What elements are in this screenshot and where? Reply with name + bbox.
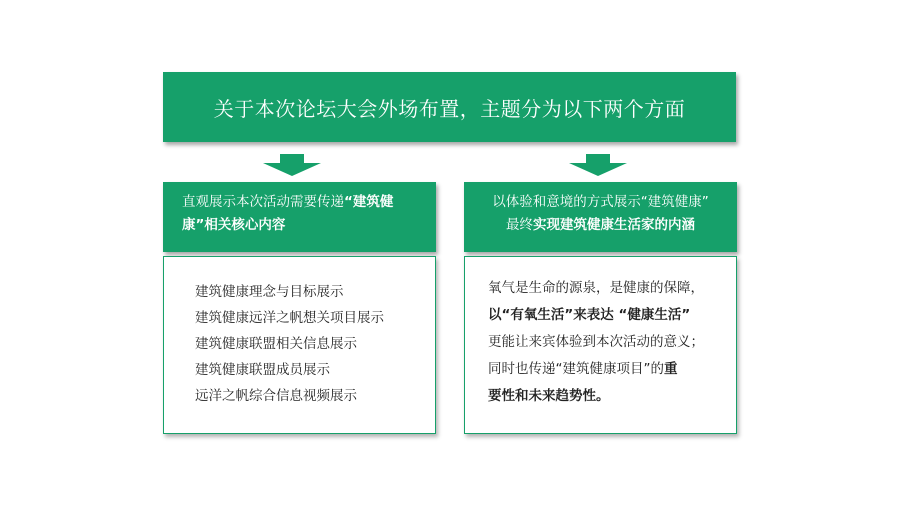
right-header-line-2 <box>472 214 729 237</box>
paragraph-line: 更能让来宾体验到本次活动的意义； <box>488 334 704 350</box>
title-banner <box>163 72 736 142</box>
left-header-bold-text: “建筑健 <box>344 194 394 210</box>
right-header-text: 最终 <box>506 217 533 233</box>
exhibit-list <box>195 279 384 409</box>
left-header-text: 直观展示本次活动需要传递 <box>182 194 344 210</box>
right-header-bold-text: 实现建筑健康生活家的内涵 <box>533 217 695 233</box>
left-column-body <box>163 256 436 434</box>
list-item: 建筑健康理念与目标展示 <box>195 284 344 300</box>
list-item: 建筑健康联盟相关信息展示 <box>195 336 357 352</box>
left-column-header <box>163 182 436 252</box>
down-arrow-icon <box>263 154 321 176</box>
right-column-body <box>464 256 737 434</box>
paragraph-bold-text: 重 <box>664 361 678 377</box>
list-item: 建筑健康远洋之帆想关项目展示 <box>195 310 384 326</box>
right-header-line-1: 以体验和意境的方式展示“建筑健康” <box>492 194 709 210</box>
left-header-line-1 <box>182 191 426 214</box>
description-paragraph <box>488 275 728 410</box>
paragraph-line <box>488 356 728 383</box>
paragraph-text: 同时也传递“建筑健康项目”的 <box>488 361 664 377</box>
down-arrow-icon <box>569 154 627 176</box>
paragraph-line: 要性和未来趋势性。 <box>488 388 610 404</box>
title-banner-text: 关于本次论坛大会外场布置，主题分为以下两个方面 <box>213 96 686 121</box>
right-column-header <box>464 182 737 252</box>
paragraph-line: 以“有氧生活”来表达 “健康生活” <box>488 307 691 323</box>
list-item: 远洋之帆综合信息视频展示 <box>195 388 357 404</box>
left-header-line-2: 康”相关核心内容 <box>182 217 286 233</box>
paragraph-line: 氧气是生命的源泉，是健康的保障， <box>488 280 704 296</box>
list-item: 建筑健康联盟成员展示 <box>195 362 330 378</box>
